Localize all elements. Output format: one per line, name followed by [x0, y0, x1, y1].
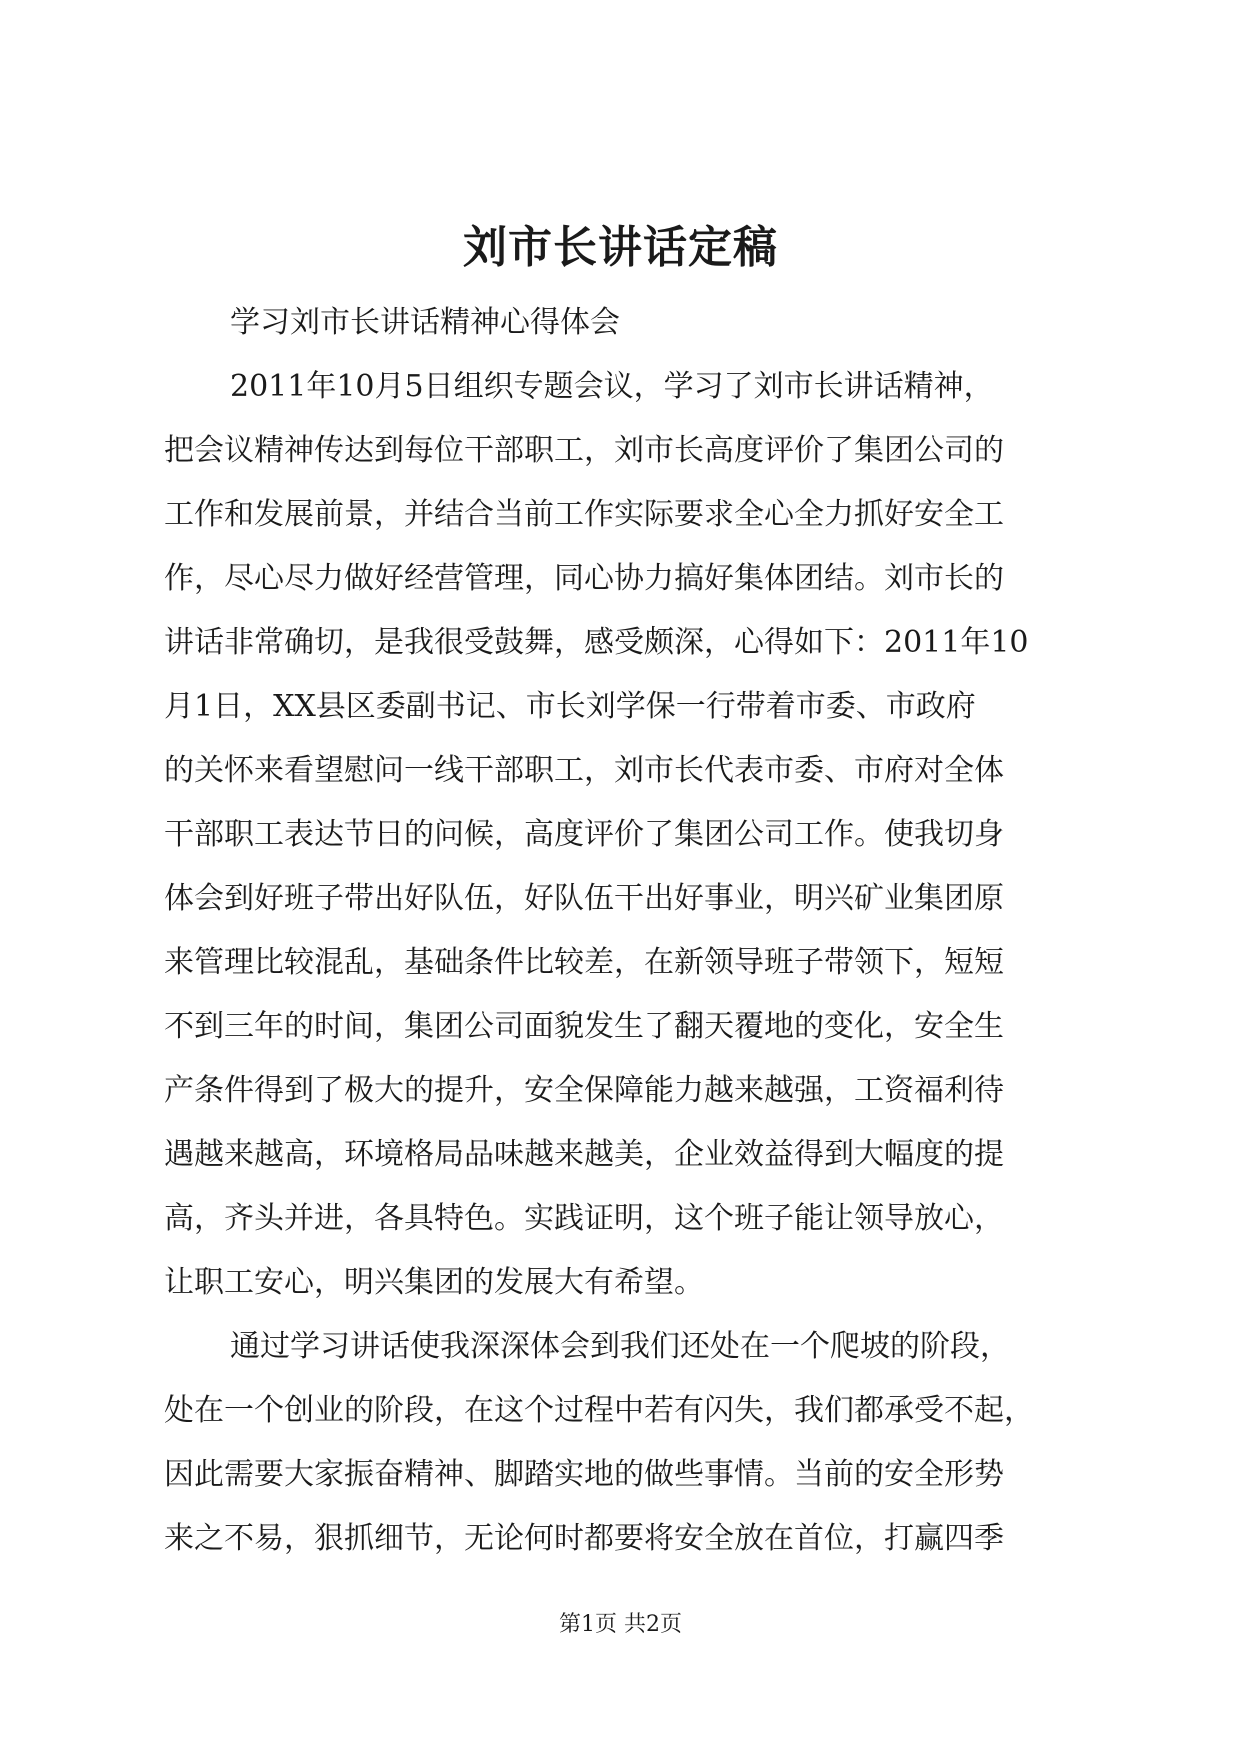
document-body [164, 291, 1088, 1571]
paragraph-line: 的关怀来看望慰问一线干部职工，刘市长代表市委、市府对全体 [164, 753, 1004, 788]
paragraph-line: 讲话非常确切，是我很受鼓舞，感受颇深，心得如下：2011年10 [164, 625, 1029, 660]
paragraph-line: 工作和发展前景，并结合当前工作实际要求全心全力抓好安全工 [164, 497, 1004, 532]
paragraph-line: 因此需要大家振奋精神、脚踏实地的做些事情。当前的安全形势 [164, 1457, 1004, 1492]
paragraph-line: 来管理比较混乱，基础条件比较差，在新领导班子带领下，短短 [164, 945, 1004, 980]
paragraph-line: 遇越来越高，环境格局品味越来越美，企业效益得到大幅度的提 [164, 1137, 1004, 1172]
paragraph-line: 把会议精神传达到每位干部职工，刘市长高度评价了集团公司的 [164, 433, 1004, 468]
paragraph-line: 产条件得到了极大的提升，安全保障能力越来越强，工资福利待 [164, 1073, 1004, 1108]
page-number: 第1页 共2页 [559, 1612, 682, 1637]
paragraph-line: 月1日，XX县区委副书记、市长刘学保一行带着市委、市政府 [164, 689, 976, 724]
subtitle-line: 学习刘市长讲话精神心得体会 [230, 305, 620, 340]
document-title: 刘市长讲话定稿 [463, 222, 778, 273]
paragraph-line: 体会到好班子带出好队伍，好队伍干出好事业，明兴矿业集团原 [164, 881, 1004, 916]
paragraph-line: 通过学习讲话使我深深体会到我们还处在一个爬坡的阶段， [230, 1329, 1010, 1364]
paragraph-line: 作，尽心尽力做好经营管理，同心协力搞好集体团结。刘市长的 [164, 561, 1004, 596]
paragraph-line: 高，齐头并进，各具特色。实践证明，这个班子能让领导放心， [164, 1201, 1004, 1236]
paragraph-line: 处在一个创业的阶段，在这个过程中若有闪失，我们都承受不起， [164, 1393, 1034, 1428]
paragraph-line: 2011年10月5日组织专题会议，学习了刘市长讲话精神， [230, 369, 994, 404]
paragraph-line: 让职工安心，明兴集团的发展大有希望。 [164, 1265, 704, 1300]
paragraph-line: 干部职工表达节日的问候，高度评价了集团公司工作。使我切身 [164, 817, 1004, 852]
paragraph-line: 不到三年的时间，集团公司面貌发生了翻天覆地的变化，安全生 [164, 1009, 1004, 1044]
paragraph-line: 来之不易，狠抓细节，无论何时都要将安全放在首位，打赢四季 [164, 1521, 1004, 1556]
